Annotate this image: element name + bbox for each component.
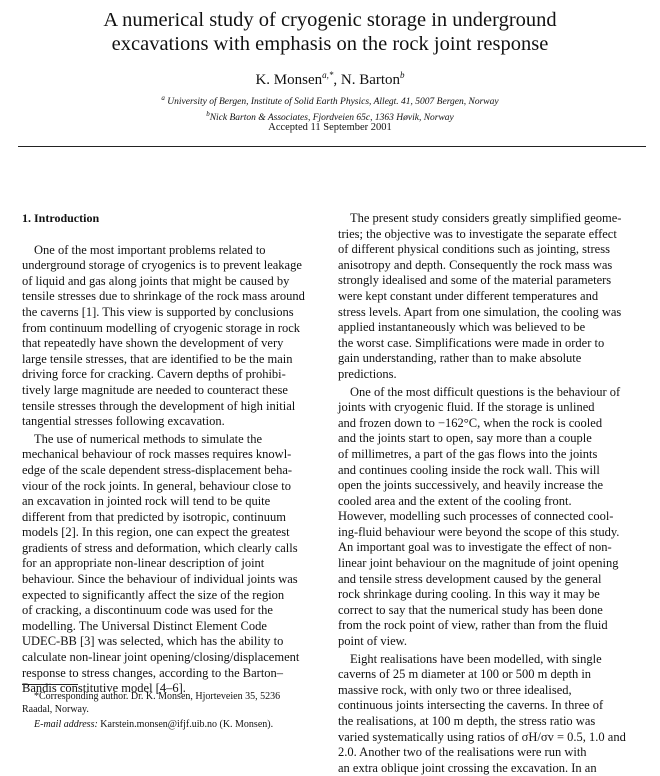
text-line: However, modelling such processes of connected cool-	[338, 509, 614, 524]
text-line: behaviour. Since the behaviour of individual joints was	[22, 572, 298, 587]
text-line: expected to significantly affect the size of the region	[22, 587, 285, 602]
affiliation-mark: a	[161, 94, 165, 102]
text-line: gradients of stress and deformation, which clearly calls	[22, 540, 298, 555]
text-line: and frozen down to −162°C, when the rock is cooled	[338, 415, 603, 430]
text-line: tively large magnitude are needed to counteract these	[22, 382, 288, 397]
text-line: of liquid and gas along joints that might be caused by	[22, 273, 290, 288]
text-line: anisotropy and depth. Consequently the rock mass was	[338, 257, 613, 272]
text-line: ing-fluid behaviour were beyond the scope of this study.	[338, 524, 620, 539]
text-line: tangential stresses following excavation.	[22, 414, 225, 429]
text-line: Eight realisations have been modelled, with single	[350, 651, 602, 666]
author-name: N. Barton	[340, 72, 401, 88]
text-line: UDEC-BB [3] was selected, which has the ability to	[22, 634, 284, 649]
text-line: One of the most difficult questions is the behaviour of	[350, 384, 621, 399]
text-line: an excavation in jointed rock will tend to be quite	[22, 494, 271, 509]
affiliation-text: University of Bergen, Institute of Solid Earth Physics, Allegt. 41, 5007 Bergen, Norway	[167, 97, 499, 108]
text-line: the worst case. Simplifications were made in order to	[338, 335, 605, 350]
text-line: The present study considers greatly simplified geome-	[350, 211, 622, 225]
author-affiliation-mark: a,*	[322, 70, 334, 80]
text-line: edge of the scale dependent stress-displacement beha-	[22, 462, 293, 477]
text-line: for an appropriate non-linear description of joint	[22, 556, 265, 571]
paragraph	[338, 652, 643, 776]
text-line: varied systematically using ratios of σH/σv = 0.5, 1.0 and	[338, 729, 626, 744]
affiliation-text: Nick Barton & Associates, Fjordveien 65c, 1363 Høvik, Norway	[209, 113, 454, 124]
text-line: driving force for cracking. Cavern depths of prohibi-	[22, 367, 286, 382]
text-line: tries; the objective was to investigate the separate effect	[338, 226, 617, 241]
footnote	[22, 690, 322, 731]
author-separator: ,	[333, 72, 341, 88]
text-line: that repeatedly have shown the development of very	[22, 336, 284, 351]
text-line: calculate non-linear joint opening/closing/displacement	[22, 650, 300, 665]
text-line: An important goal was to investigate the effect of non-	[338, 540, 612, 555]
footnote-email-line	[22, 718, 322, 731]
text-line: tensile stresses through the development of high initial	[22, 398, 296, 413]
text-line: Bandis constitutive model [4–6].	[22, 681, 186, 696]
text-line: continuous joints intersecting the caverns. In three of	[338, 698, 604, 713]
text-line: open the joints successively, and heavily increase the	[338, 478, 604, 493]
paragraph	[338, 385, 643, 650]
text-line: of cracking, a discontinuum code was used for the	[22, 603, 273, 618]
text-line: point of view.	[338, 634, 407, 649]
text-line: and tensile stress development caused by the general	[338, 571, 602, 586]
text-line: an extra oblique joint crossing the excavation. In an	[338, 760, 597, 775]
text-line: of different physical conditions such as jointing, stress	[338, 242, 610, 257]
accepted-date: Accepted 11 September 2001	[268, 122, 392, 133]
left-column	[22, 211, 326, 697]
footnote-divider	[22, 684, 78, 685]
text-line: from continuum modelling of cryogenic storage in rock	[22, 320, 301, 335]
text-line: and the joints start to open, say more than a couple	[338, 431, 592, 446]
text-line: models [2]. In this region, one can expect the greatest	[22, 525, 290, 540]
text-line: the caverns [1]. This view is supported by conclusions	[22, 304, 294, 319]
author-name: K. Monsen	[255, 72, 323, 88]
text-line: cooled area and the extent of the cooling front.	[338, 493, 572, 508]
author-affiliation-mark: b	[400, 70, 405, 80]
text-line: rock shrinkage during cooling. In this way it may be	[338, 587, 600, 602]
text-line: joints with cryogenic fluid. If the storage is unlined	[338, 400, 595, 415]
author-list	[0, 66, 660, 89]
text-line: One of the most important problems related to	[34, 242, 266, 257]
text-line: mechanical behaviour of rock masses requires knowl-	[22, 447, 292, 462]
text-line: underground storage of cryogenics is to prevent leakage	[22, 258, 302, 273]
text-line: response to stress changes, according to the Barton–	[22, 665, 284, 680]
paragraph	[22, 432, 326, 697]
paragraph	[22, 243, 326, 430]
text-line: from the rock point of view, rather than from the fluid	[338, 618, 608, 633]
footnote-line: Raadal, Norway.	[22, 704, 89, 715]
text-line: tensile stresses due to shrinkage of the rock mass around	[22, 289, 305, 304]
affiliations	[0, 92, 660, 124]
affiliation-line	[0, 92, 660, 108]
email-link[interactable]: Karstein.monsen@ifjf.uib.no (K. Monsen).	[97, 719, 274, 730]
text-line: strongly idealised and some of the material parameters	[338, 273, 612, 288]
text-line: The use of numerical methods to simulate the	[34, 431, 263, 446]
section-heading: 1. Introduction	[22, 211, 100, 225]
text-line: and continues cooling inside the rock wall. This will	[338, 462, 600, 477]
text-line: gain understanding, rather than to make absolute	[338, 351, 582, 366]
text-line: were kept constant under different temperatures and	[338, 288, 599, 303]
text-line: modelling. The Universal Distinct Element Code	[22, 618, 267, 633]
text-line: large tensile stresses, that are identified to be the main	[22, 351, 293, 366]
text-line: applied instantaneously which was believed to be	[338, 320, 586, 335]
text-line: of millimetres, a part of the gas flows into the joints	[338, 446, 598, 461]
text-line: caverns of 25 m diameter at 100 or 500 m depth in	[338, 667, 592, 682]
text-line: linear joint behaviour on the magnitude of joint opening	[338, 556, 619, 571]
article-title	[40, 8, 620, 56]
title-line: excavations with emphasis on the rock joint response	[111, 33, 549, 55]
paragraph	[338, 211, 643, 383]
title-line: A numerical study of cryogenic storage in underground	[103, 9, 557, 31]
footnote-line: *Corresponding author. Dr. K. Monsen, Hjorteveien 35, 5236	[34, 691, 281, 702]
header-divider	[18, 146, 646, 147]
text-line: predictions.	[338, 366, 397, 381]
text-line: stress levels. Apart from one simulation, the cooling was	[338, 304, 622, 319]
right-column	[338, 211, 643, 776]
text-line: different from that predicted by isotropic, continuum	[22, 509, 286, 524]
affiliation-mark: b	[206, 110, 210, 119]
text-line: the realisations, at 100 m depth, the stress ratio was	[338, 714, 596, 728]
text-line: correct to say that the numerical study has been done	[338, 602, 603, 617]
text-line: viour of the rock joints. In general, behaviour close to	[22, 478, 292, 493]
email-label: E-mail address:	[34, 719, 98, 730]
text-line: 2.0. Another two of the realisations were run with	[338, 745, 587, 760]
text-line: massive rock, with only two or three idealised,	[338, 682, 572, 697]
